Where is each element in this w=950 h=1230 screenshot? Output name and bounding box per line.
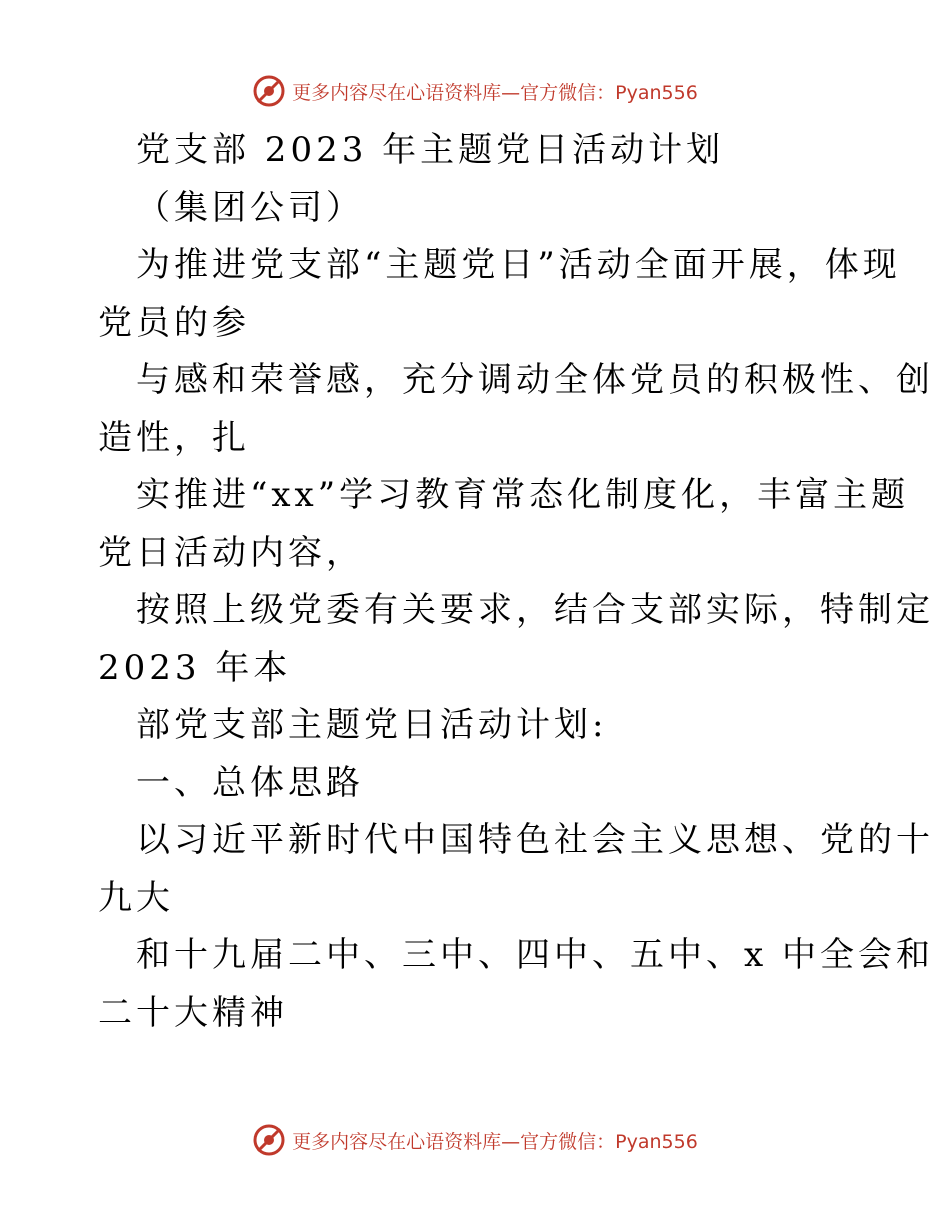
footer-banner-text: 更多内容尽在心语资料库—官方微信：Pyan556 [292,1130,698,1153]
document-body [98,122,934,1042]
paragraph-line: 按照上级党委有关要求，结合支部实际，特制定 [136,590,934,630]
paragraph-line: 二十大精神 [98,992,288,1033]
section-heading: 一、总体思路 [136,762,364,803]
paragraph-line: 实推进“xx”学习教育常态化制度化，丰富主题 [136,475,910,515]
doc-title: 党支部 2023 年主题党日活动计划 [136,130,725,170]
paragraph-line: 九大 [98,877,174,918]
header-banner-text: 更多内容尽在心语资料库—官方微信：Pyan556 [292,81,698,104]
paragraph-line: 党日活动内容， [98,532,364,573]
paragraph-line: 以习近平新时代中国特色社会主义思想、党的十 [136,820,934,860]
header-banner [0,71,950,111]
paragraph-line: 造性，扎 [98,417,250,458]
footer-banner [0,1120,950,1160]
seal-logo-icon [252,74,286,108]
paragraph-line: 为推进党支部“主题党日”活动全面开展，体现 [136,245,901,285]
paragraph-line: 和十九届二中、三中、四中、五中、x 中全会和 [136,935,934,975]
doc-subtitle: （集团公司） [136,187,364,228]
seal-logo-icon [252,1123,286,1157]
paragraph-line: 2023 年本 [98,647,292,688]
paragraph-line: 部党支部主题党日活动计划: [136,705,608,745]
paragraph-line: 党员的参 [98,302,250,343]
paragraph-line: 与感和荣誉感，充分调动全体党员的积极性、创 [136,360,934,400]
